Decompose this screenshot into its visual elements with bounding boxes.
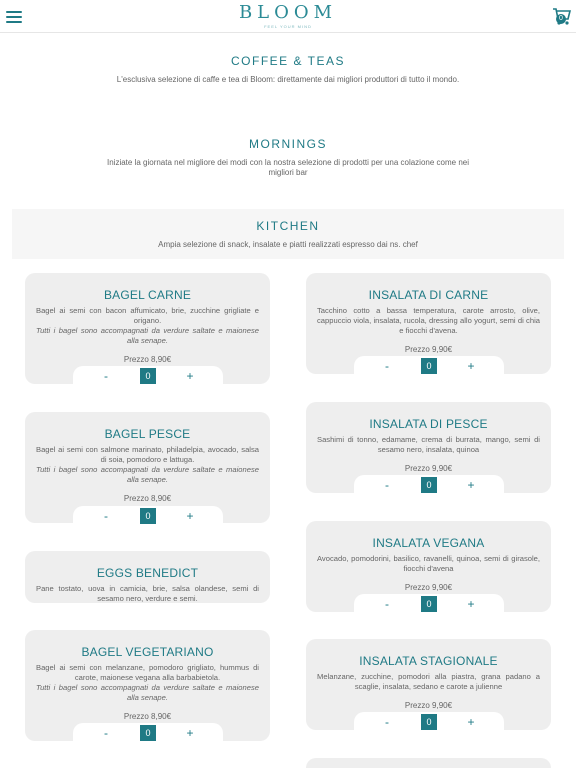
quantity-stepper [354, 712, 504, 732]
section-description: Iniziate la giornata nel migliore dei modi con la nostra selezione di prodotti per una colazione come nei migliori bar [107, 158, 469, 177]
product-card-bagel-pesce[interactable] [25, 412, 270, 523]
quantity-value: 0 [421, 596, 437, 612]
product-title: EGGS BENEDICT [96, 566, 199, 580]
section-mornings[interactable] [0, 137, 576, 178]
decrease-button[interactable]: - [104, 369, 108, 383]
product-description: Avocado, pomodorini, basilico, ravanelli, quinoa, semi di girasole, fiocchi d'avena [317, 554, 540, 573]
product-price: Prezzo 9,90€ [404, 701, 453, 710]
section-kitchen[interactable] [0, 219, 576, 250]
section-title: KITCHEN [256, 219, 320, 233]
product-card-eggs-benedict[interactable] [25, 551, 270, 603]
product-description: Bagel ai semi con bacon affumicato, brie, zucchine grigliate e origano. [36, 306, 259, 325]
product-note: Tutti i bagel sono accompagnati da verdure saltate e maionese alla senape. [36, 326, 259, 345]
product-description: Melanzane, zucchine, pomodori alla piastra, grana padano a scaglie, insalata, sedano e carote a julienne [317, 672, 540, 691]
increase-button[interactable]: + [467, 715, 475, 729]
product-title: BAGEL CARNE [103, 288, 192, 302]
quantity-stepper [73, 366, 223, 386]
quantity-stepper [354, 356, 504, 376]
decrease-button[interactable]: - [385, 478, 389, 492]
decrease-button[interactable]: - [104, 726, 108, 740]
section-coffee[interactable] [0, 54, 576, 85]
quantity-stepper [354, 475, 504, 495]
section-description: L'esclusiva selezione di caffe e tea di Bloom: direttamente dai migliori produttori di tutto il mondo. [116, 75, 460, 84]
increase-button[interactable]: + [467, 359, 475, 373]
logo-tagline: FEEL YOUR MIND [264, 24, 312, 29]
product-card-bagel-carne[interactable] [25, 273, 270, 384]
cart-count-badge: 0 [556, 14, 566, 24]
product-price: Prezzo 9,90€ [404, 464, 453, 473]
product-title: INSALATA DI CARNE [368, 288, 489, 302]
quantity-value: 0 [140, 725, 156, 741]
increase-button[interactable]: + [186, 369, 194, 383]
quantity-stepper [73, 723, 223, 743]
product-card-bagel-vegetariano[interactable] [25, 630, 270, 741]
product-card-insalata-carne[interactable] [306, 273, 551, 374]
product-title: BAGEL VEGETARIANO [81, 645, 214, 659]
product-note: Tutti i bagel sono accompagnati da verdure saltate e maionese alla senape. [36, 465, 259, 484]
quantity-value: 0 [140, 508, 156, 524]
product-card-insalata-pesce[interactable] [306, 402, 551, 493]
product-card-insalata-vegana[interactable] [306, 521, 551, 612]
decrease-button[interactable]: - [385, 359, 389, 373]
product-price: Prezzo 8,90€ [123, 355, 172, 364]
decrease-button[interactable]: - [385, 715, 389, 729]
cart-button[interactable] [551, 5, 571, 27]
increase-button[interactable]: + [467, 478, 475, 492]
quantity-stepper [73, 506, 223, 526]
product-card-next[interactable] [306, 758, 551, 768]
product-note: Tutti i bagel sono accompagnati da verdure saltate e maionese alla senape. [36, 683, 259, 702]
logo[interactable] [0, 3, 576, 29]
quantity-value: 0 [140, 368, 156, 384]
product-description: Pane tostato, uova in camicia, brie, salsa olandese, semi di sesamo nero, verdure e semi. [36, 584, 259, 603]
section-title: MORNINGS [249, 137, 327, 151]
product-title: BAGEL PESCE [104, 427, 191, 441]
product-description: Sashimi di tonno, edamame, crema di burrata, mango, semi di sesamo nero, insalata, quinoa [317, 435, 540, 454]
quantity-value: 0 [421, 477, 437, 493]
product-card-insalata-stagionale[interactable] [306, 639, 551, 730]
decrease-button[interactable]: - [385, 597, 389, 611]
quantity-stepper [354, 594, 504, 614]
decrease-button[interactable]: - [104, 509, 108, 523]
product-title: INSALATA STAGIONALE [359, 654, 498, 668]
section-description: Ampia selezione di snack, insalate e piatti realizzati espresso dai ns. chef [158, 240, 418, 249]
product-description: Bagel ai semi con salmone marinato, philadelpia, avocado, salsa di soia, pomodoro e lattuga. [36, 445, 259, 464]
quantity-value: 0 [421, 714, 437, 730]
section-title: COFFEE & TEAS [231, 54, 345, 68]
product-price: Prezzo 8,90€ [123, 712, 172, 721]
top-bar [0, 0, 576, 33]
increase-button[interactable]: + [186, 509, 194, 523]
quantity-value: 0 [421, 358, 437, 374]
increase-button[interactable]: + [186, 726, 194, 740]
product-description: Bagel ai semi con melanzane, pomodoro grigliato, hummus di carote, maionese vegana alla barbabietola. [36, 663, 259, 682]
product-title: INSALATA VEGANA [372, 536, 485, 550]
logo-text: BLOOM [238, 2, 338, 23]
product-price: Prezzo 9,90€ [404, 583, 453, 592]
increase-button[interactable]: + [467, 597, 475, 611]
product-description: Tacchino cotto a bassa temperatura, carote arrosto, olive, cappuccio viola, insalata, rucola, dressing allo yogurt, semi di chia e fiocchi d'avena. [317, 306, 540, 335]
product-price: Prezzo 8,90€ [123, 494, 172, 503]
product-title: INSALATA DI PESCE [369, 417, 488, 431]
product-price: Prezzo 9,90€ [404, 345, 453, 354]
